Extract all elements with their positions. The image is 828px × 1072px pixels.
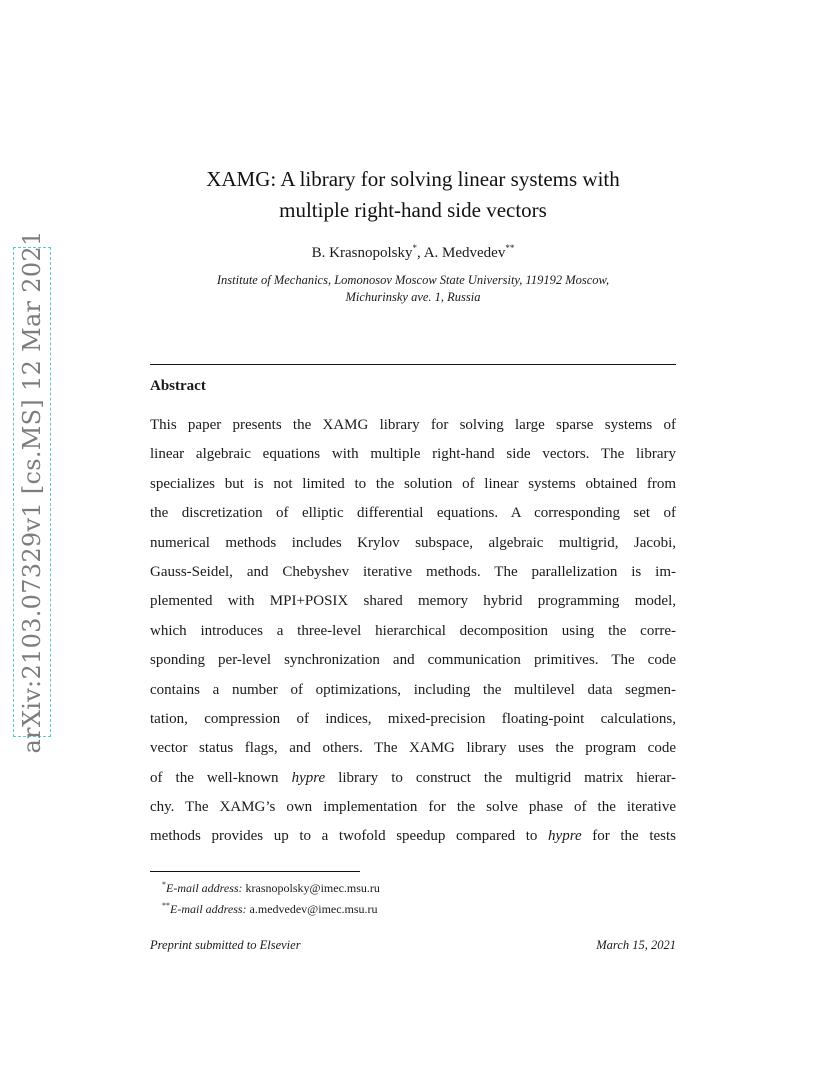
affiliation — [150, 272, 676, 306]
footer-date: March 15, 2021 — [596, 938, 676, 952]
author-name: A. Medvedev — [423, 245, 506, 261]
page-footer — [150, 938, 676, 953]
paper-title — [150, 164, 676, 226]
abstract-line: which introduces a three-level hierarchical decomposition using the corre- — [150, 622, 676, 639]
email-link[interactable]: krasnopolsky@imec.msu.ru — [245, 881, 380, 895]
footnote-mark: * — [162, 880, 166, 889]
abstract-line: tation, compression of indices, mixed-precision floating-point calculations, — [150, 710, 676, 727]
title-line-2: multiple right-hand side vectors — [279, 198, 547, 222]
abstract-line: the discretization of elliptic differential equations. A corresponding set of — [150, 505, 676, 522]
affiliation-line-2: Michurinsky ave. 1, Russia — [345, 290, 481, 304]
email-link[interactable]: a.medvedev@imec.msu.ru — [249, 902, 378, 916]
abstract-body — [150, 411, 676, 852]
abstract-line: linear algebraic equations with multiple right-hand side vectors. The library — [150, 446, 676, 463]
footnote-mark: ** — [162, 901, 170, 910]
abstract-line — [150, 822, 676, 851]
abstract-line: vector status flags, and others. The XAMG library uses the program code — [150, 740, 676, 757]
author-footnote-mark[interactable]: ** — [505, 243, 515, 253]
abstract-line: plemented with MPI+POSIX shared memory hybrid programming model, — [150, 593, 676, 610]
author-list — [150, 243, 676, 262]
abstract-heading: Abstract — [150, 378, 206, 394]
abstract-text: for the tests — [592, 828, 676, 845]
header-rule — [150, 364, 676, 365]
abstract-line: This paper presents the XAMG library for solving large sparse systems of — [150, 417, 676, 433]
abstract-line: contains a number of optimizations, including the multilevel data segmen- — [150, 681, 676, 698]
arxiv-identifier[interactable]: arXiv:2103.07329v1 [cs.MS] 12 Mar 2021 — [18, 230, 46, 754]
footnote-1 — [162, 876, 380, 897]
affiliation-line-1: Institute of Mechanics, Lomonosov Moscow State University, 119192 Moscow, — [216, 273, 610, 287]
footnote-label: E-mail address: — [170, 902, 247, 916]
abstract-line: specializes but is not limited to the solution of linear systems obtained from — [150, 475, 676, 492]
abstract-line: Gauss-Seidel, and Chebyshev iterative methods. The parallelization is im- — [150, 563, 676, 580]
author-separator: , — [417, 245, 424, 261]
abstract-line: sponding per-level synchronization and communication primitives. The code — [150, 652, 676, 669]
abstract-text: of the well-known — [150, 769, 279, 786]
footnote-rule — [150, 871, 360, 872]
abstract-text: library to construct the multigrid matrix hierar- — [338, 769, 676, 786]
footnotes — [162, 876, 380, 918]
author-name: B. Krasnopolsky — [311, 245, 413, 261]
abstract-text: methods provides up to a twofold speedup compared to — [150, 828, 538, 845]
abstract-line — [150, 764, 676, 793]
author-footnote-mark[interactable]: * — [412, 243, 417, 253]
preprint-note: Preprint submitted to Elsevier — [150, 938, 301, 952]
arxiv-side-stamp[interactable] — [13, 230, 51, 754]
title-line-1: XAMG: A library for solving linear systems with — [206, 167, 620, 191]
abstract-line: numerical methods includes Krylov subspace, algebraic multigrid, Jacobi, — [150, 534, 676, 551]
abstract-line: chy. The XAMG’s own implementation for the solve phase of the iterative — [150, 799, 676, 816]
footnote-2 — [162, 897, 380, 918]
footnote-label: E-mail address: — [166, 881, 243, 895]
hypre-emphasis: hypre — [291, 769, 326, 786]
hypre-emphasis: hypre — [548, 828, 582, 845]
